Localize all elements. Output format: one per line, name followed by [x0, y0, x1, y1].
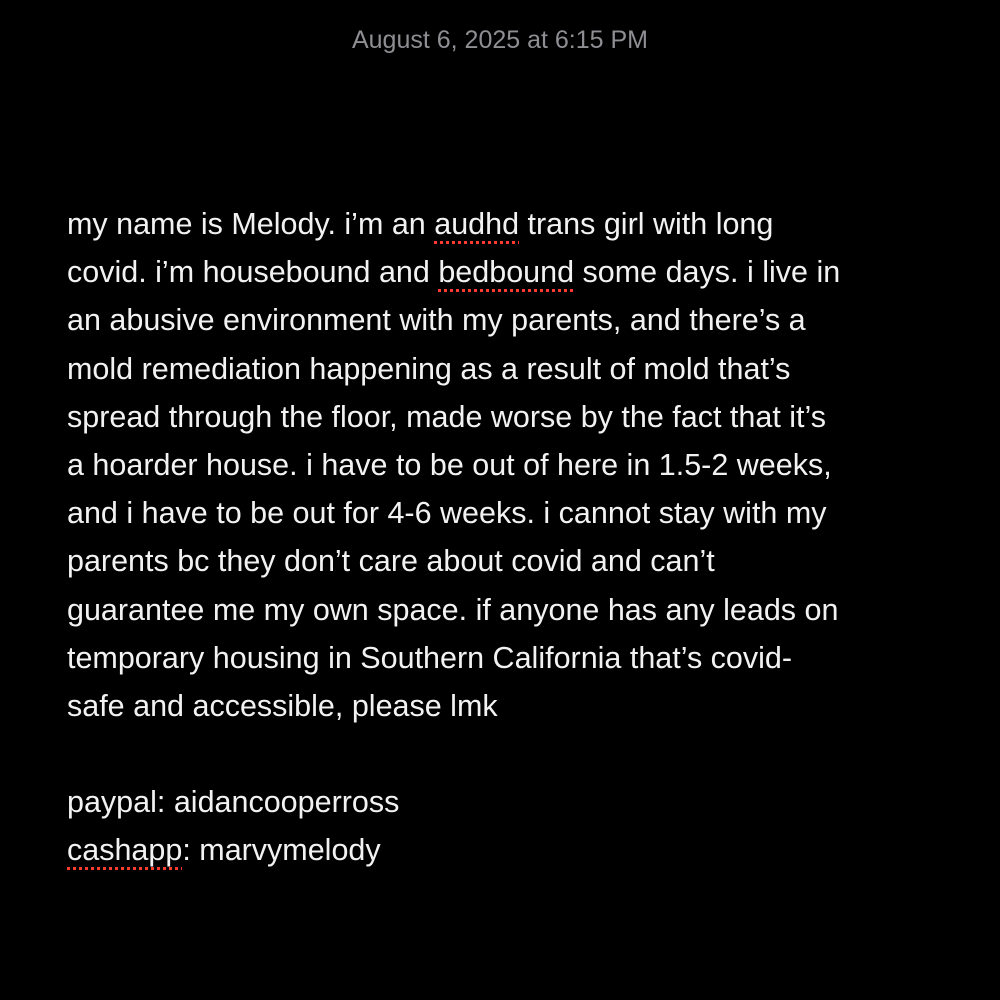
text-line-3: an abusive environment with my parents, and there’s a [67, 303, 806, 338]
note-body[interactable] [67, 200, 947, 875]
cashapp-handle: marvymelody [199, 833, 381, 868]
text-line-1 [67, 200, 947, 248]
paypal-separator: : [156, 785, 174, 820]
misspelled-word-cashapp[interactable]: cashapp [67, 833, 183, 868]
note-timestamp: August 6, 2025 at 6:15 PM [351, 26, 649, 54]
cashapp-line [67, 826, 947, 874]
text-line-5: spread through the floor, made worse by the fact that it’s [67, 399, 826, 434]
text-segment: my name is Melody. i’m an [67, 207, 435, 241]
text-line-6: a hoarder house. i have to be out of here in 1.5-2 weeks, [67, 447, 832, 482]
text-line-9: guarantee me my own space. if anyone has any leads on [67, 592, 839, 627]
paypal-label: paypal [67, 785, 157, 820]
misspelled-word-audhd[interactable]: audhd [434, 207, 520, 241]
text-line-10: temporary housing in Southern California that’s covid- [67, 640, 793, 675]
text-line-8: parents bc they don’t care about covid and can’t [67, 544, 715, 579]
text-segment: trans girl with long [519, 207, 774, 241]
text-line-11: safe and accessible, please lmk [67, 688, 498, 723]
text-segment: some days. i live in [574, 255, 841, 290]
misspelled-word-bedbound[interactable]: bedbound [438, 255, 575, 290]
paypal-handle: aidancooperross [173, 785, 400, 820]
blank-line [67, 730, 947, 778]
cashapp-separator: : [182, 833, 200, 868]
text-segment: covid. i’m housebound and [67, 255, 439, 290]
paypal-line [67, 778, 947, 826]
text-line-4: mold remediation happening as a result of mold that’s [67, 351, 791, 386]
text-line-7: and i have to be out for 4-6 weeks. i cannot stay with my [67, 496, 827, 531]
text-line-2 [67, 248, 947, 296]
